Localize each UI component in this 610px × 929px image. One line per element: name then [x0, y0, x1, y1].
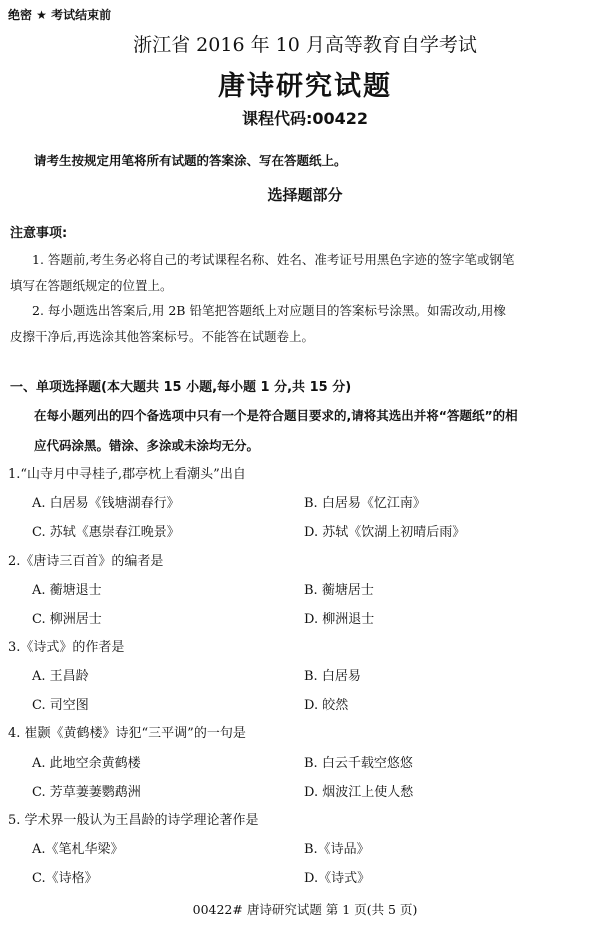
option-a: A. 王昌龄: [32, 669, 89, 684]
subject-title: 唐诗研究试题: [218, 71, 392, 102]
option-d: D. 苏轼《饮湖上初晴后雨》: [304, 525, 466, 540]
option-b: B. 白居易《忆江南》: [304, 496, 426, 511]
option-a: A. 此地空余黄鹤楼: [32, 756, 141, 771]
section-heading: 一、单项选择题(本大题共 15 小题,每小题 1 分,共 15 分): [10, 380, 352, 395]
option-b: B.《诗品》: [304, 842, 370, 857]
section-note-line-1: 在每小题列出的四个备选项中只有一个是符合题目要求的,请将其选出并将“答题纸”的相: [34, 408, 518, 423]
option-a: A.《笔札华梁》: [32, 842, 124, 857]
question-stem: 2.《唐诗三百首》的编者是: [8, 554, 164, 569]
question-stem: 1.“山寺月中寻桂子,郡亭枕上看潮头”出自: [8, 467, 246, 482]
option-c: C. 司空图: [32, 698, 89, 713]
option-b: B. 蘅塘居士: [304, 583, 374, 598]
option-c: C.《诗格》: [32, 871, 98, 886]
option-d: D. 皎然: [304, 698, 349, 713]
notice-item-2-line-2: 皮擦干净后,再选涂其他答案标号。不能答在试题卷上。: [10, 329, 314, 344]
notice-item-1-line-2: 填写在答题纸规定的位置上。: [10, 278, 173, 293]
section-note-line-2: 应代码涂黑。错涂、多涂或未涂均无分。: [34, 438, 260, 453]
question-stem: 3.《诗式》的作者是: [8, 640, 125, 655]
answer-instruction: 请考生按规定用笔将所有试题的答案涂、写在答题纸上。: [34, 153, 347, 168]
option-c: C. 苏轼《惠崇春江晚景》: [32, 525, 180, 540]
option-d: D.《诗式》: [304, 871, 371, 886]
option-c: C. 芳草萋萋鹦鹉洲: [32, 785, 141, 800]
option-a: A. 白居易《钱塘湖春行》: [32, 496, 180, 511]
option-b: B. 白居易: [304, 669, 361, 684]
question-stem: 4. 崔颢《黄鹤楼》诗犯“三平调”的一句是: [8, 726, 246, 741]
option-d: D. 柳洲退士: [304, 612, 375, 627]
notice-item-2-line-1: 2. 每小题选出答案后,用 2B 铅笔把答题纸上对应题目的答案标号涂黑。如需改动,用橡: [32, 303, 506, 318]
option-a: A. 蘅塘退士: [32, 583, 102, 598]
question-stem: 5. 学术界一般认为王昌龄的诗学理论著作是: [8, 813, 259, 828]
option-d: D. 烟波江上使人愁: [304, 785, 414, 800]
notice-heading: 注意事项:: [10, 226, 68, 241]
page-footer: 00422# 唐诗研究试题 第 1 页(共 5 页): [192, 902, 418, 917]
option-c: C. 柳洲居士: [32, 612, 102, 627]
secret-mark: 绝密 ★ 考试结束前: [8, 8, 112, 22]
part-title: 选择题部分: [267, 186, 343, 204]
course-code: 课程代码:00422: [241, 109, 369, 128]
option-b: B. 白云千载空悠悠: [304, 756, 413, 771]
notice-item-1-line-1: 1. 答题前,考生务必将自己的考试课程名称、姓名、准考证号用黑色字迹的签字笔或钢笔: [32, 252, 515, 267]
exam-title: 浙江省 2016 年 10 月高等教育自学考试: [133, 34, 477, 56]
